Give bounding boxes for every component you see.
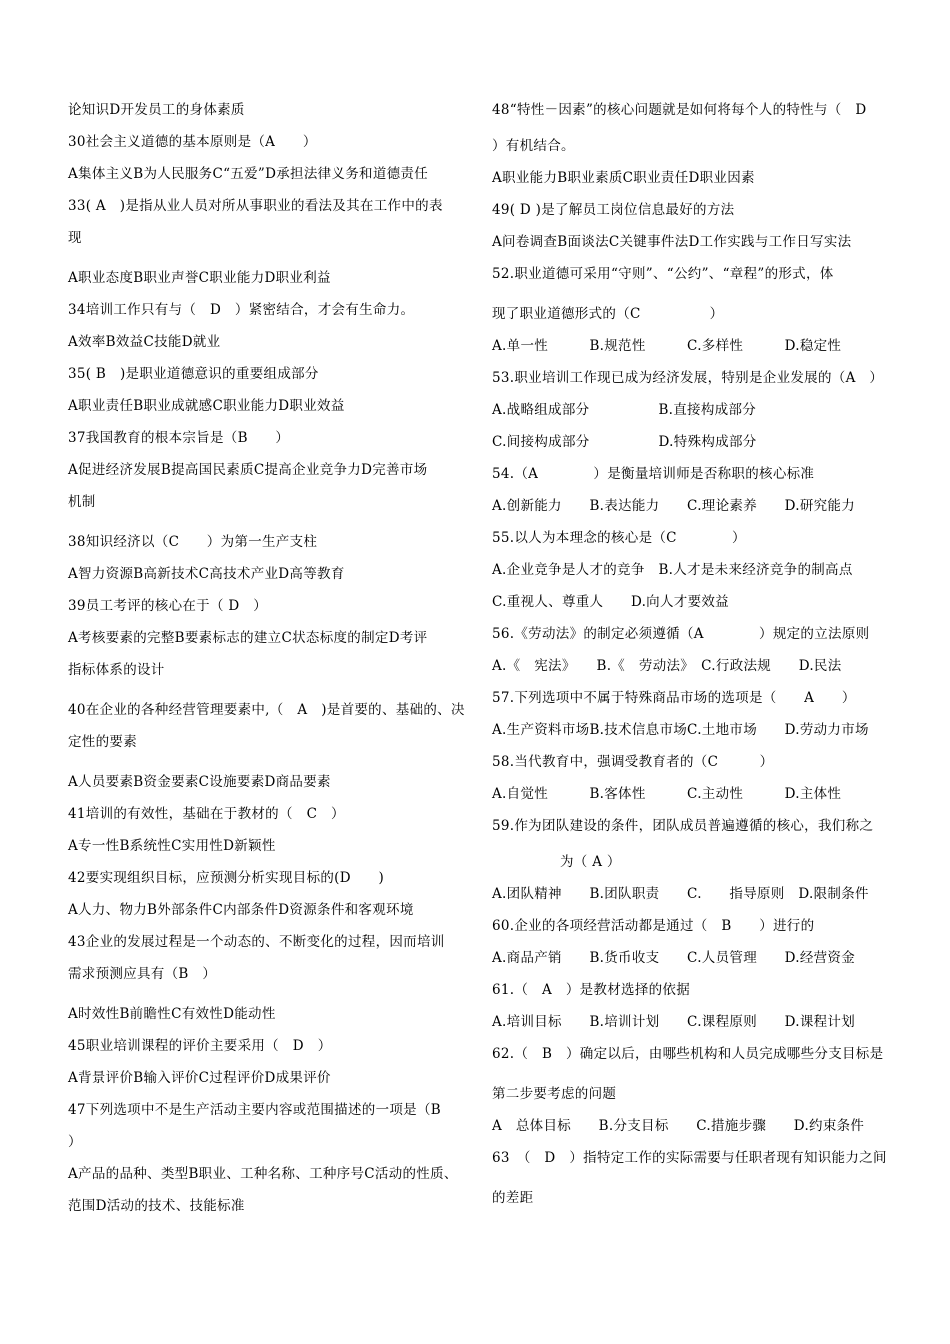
left-text-line: A职业责任B职业成就感C职业能力D职业效益	[68, 398, 345, 414]
left-text-line: 35( B )是职业道德意识的重要组成部分	[68, 366, 319, 382]
right-text-line: A.单一性 B.规范性 C.多样性 D.稳定性	[492, 338, 842, 354]
right-text-line: 63 （ D ）指特定工作的实际需要与任职者现有知识能力之间	[492, 1150, 887, 1166]
left-text-line: 42要实现组织目标，应预测分析实现目标的(D )	[68, 870, 385, 886]
left-text-line: A人员要素B资金要素C设施要素D商品要素	[68, 774, 331, 790]
right-text-line: A问卷调查B面谈法C关键事件法D工作实践与工作日写实法	[492, 234, 852, 250]
right-text-line: 54.（A ）是衡量培训师是否称职的核心标准	[492, 466, 815, 482]
right-text-line: 56.《劳动法》的制定必须遵循（A ）规定的立法原则	[492, 626, 870, 642]
left-text-line: 机制	[68, 494, 96, 510]
right-text-line: 55.以人为本理念的核心是（C ）	[492, 530, 746, 546]
right-text-line: A.自觉性 B.客体性 C.主动性 D.主体性	[492, 786, 842, 802]
right-text-line: 的差距	[492, 1190, 534, 1206]
right-text-line: C.间接构成部分 D.特殊构成部分	[492, 434, 757, 450]
right-text-line: 61.（ A ）是教材选择的依据	[492, 982, 691, 998]
right-text-line: A.商品产销 B.货币收支 C.人员管理 D.经营资金	[492, 950, 856, 966]
right-text-line: A.团队精神 B.团队职责 C. 指导原则 D.限制条件	[492, 886, 869, 902]
right-text-line: A职业能力B职业素质C职业责任D职业因素	[492, 170, 755, 186]
right-text-line: 62.（ B ）确定以后，由哪些机构和人员完成哪些分支目标是	[492, 1046, 884, 1062]
left-text-line: 39员工考评的核心在于（ D ）	[68, 598, 268, 614]
left-text-line: A人力、物力B外部条件C内部条件D资源条件和客观环境	[68, 902, 414, 918]
left-text-line: 需求预测应具有（B ）	[68, 966, 217, 982]
left-text-line: 定性的要素	[68, 734, 137, 750]
left-text-line: 43企业的发展过程是一个动态的、不断变化的过程，因而培训	[68, 934, 445, 950]
left-text-line: 45职业培训课程的评价主要采用（ D ）	[68, 1038, 332, 1054]
right-text-line: 现了职业道德形式的（C ）	[492, 306, 724, 322]
left-text-line: A效率B效益C技能D就业	[68, 334, 221, 350]
right-text-line: 53.职业培训工作现已成为经济发展，特别是企业发展的（A ）	[492, 370, 884, 386]
left-text-line: A专一性B系统性C实用性D新颖性	[68, 838, 276, 854]
right-text-line: A.生产资料市场B.技术信息市场C.土地市场 D.劳动力市场	[492, 722, 869, 738]
right-text-line: 第二步要考虑的问题	[492, 1086, 617, 1102]
right-text-line: A.创新能力 B.表达能力 C.理论素养 D.研究能力	[492, 498, 856, 514]
right-text-line: 60.企业的各项经营活动都是通过（ B ）进行的	[492, 918, 815, 934]
left-text-line: 范围D活动的技术、技能标准	[68, 1198, 245, 1214]
left-column	[68, 94, 463, 1222]
left-text-line: 41培训的有效性，基础在于教材的（ C ）	[68, 806, 345, 822]
left-text-line: A背景评价B输入评价C过程评价D成果评价	[68, 1070, 331, 1086]
left-text-line: ）	[68, 1134, 82, 1150]
right-text-line: C.重视人、尊重人 D.向人才要效益	[492, 594, 729, 610]
right-text-line: A.企业竞争是人才的竞争 B.人才是未来经济竞争的制高点	[492, 562, 853, 578]
left-text-line: A考核要素的完整B要素标志的建立C状态标度的制定D考评	[68, 630, 428, 646]
left-text-line: 37我国教育的根本宗旨是（B ）	[68, 430, 290, 446]
left-text-line: 33( A )是指从业人员对所从事职业的看法及其在工作中的表	[68, 198, 443, 214]
right-text-line: A.战略组成部分 B.直接构成部分	[492, 402, 757, 418]
right-text-line: 59.作为团队建设的条件，团队成员普遍遵循的核心，我们称之	[492, 818, 874, 834]
right-text-line: A 总体目标 B.分支目标 C.措施步骤 D.约束条件	[492, 1118, 865, 1134]
right-text-line: ）有机结合。	[492, 138, 575, 154]
right-text-line: 58.当代教育中，强调受教育者的（C ）	[492, 754, 774, 770]
left-text-line: A职业态度B职业声誉C职业能力D职业利益	[68, 270, 331, 286]
left-text-line: 论知识D开发员工的身体素质	[68, 102, 245, 118]
left-text-line: 30社会主义道德的基本原则是（A ）	[68, 134, 317, 150]
left-text-line: 指标体系的设计	[68, 662, 165, 678]
left-text-line: A智力资源B高新技术C高技术产业D高等教育	[68, 566, 345, 582]
left-text-line: 34培训工作只有与（ D ）紧密结合，才会有生命力。	[68, 302, 415, 318]
left-text-line: 40在企业的各种经营管理要素中,（ A )是首要的、基础的、决	[68, 702, 465, 718]
right-column	[492, 94, 887, 1214]
left-text-line: A时效性B前瞻性C有效性D能动性	[68, 1006, 276, 1022]
left-text-line: 现	[68, 230, 82, 246]
left-text-line: 38知识经济以（C ）为第一生产支柱	[68, 534, 318, 550]
right-text-line: 49( D )是了解员工岗位信息最好的方法	[492, 202, 735, 218]
left-text-line: A集体主义B为人民服务C“五爱”D承担法律义务和道德责任	[68, 166, 429, 182]
left-text-line: 47下列选项中不是生产活动主要内容或范围描述的一项是（B	[68, 1102, 441, 1118]
right-text-line: 为（ A ）	[560, 854, 621, 870]
left-text-line: A促进经济发展B提高国民素质C提高企业竞争力D完善市场	[68, 462, 428, 478]
left-text-line: A产品的品种、类型B职业、工种名称、工种序号C活动的性质、	[68, 1166, 458, 1182]
right-text-line: 57.下列选项中不属于特殊商品市场的选项是（ A ）	[492, 690, 856, 706]
right-text-line: 52.职业道德可采用“守则”、“公约”、“章程”的形式，体	[492, 266, 834, 282]
right-text-line: A.培训目标 B.培训计划 C.课程原则 D.课程计划	[492, 1014, 856, 1030]
right-text-line: 48“特性－因素”的核心问题就是如何将每个人的特性与（ D	[492, 102, 867, 118]
right-text-line: A.《 宪法》 B.《 劳动法》 C.行政法规 D.民法	[492, 658, 842, 674]
